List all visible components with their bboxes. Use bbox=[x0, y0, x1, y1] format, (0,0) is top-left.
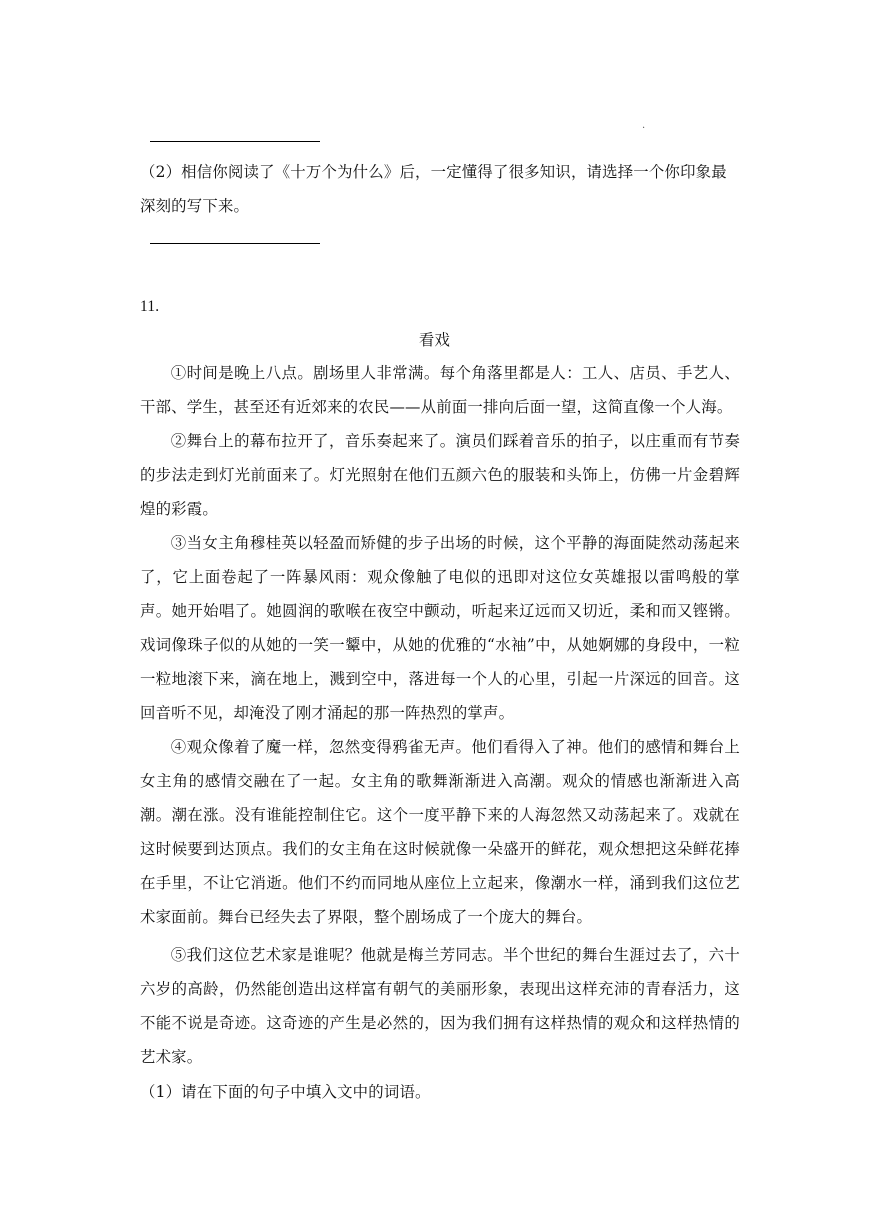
question-11-part-1: （1）请在下面的句子中填入文中的词语。 bbox=[140, 1083, 431, 1101]
passage-title: 看戏 bbox=[418, 331, 451, 349]
passage-paragraph-5: ⑤我们这位艺术家是谁呢？他就是梅兰芳同志。半个世纪的舞台生涯过去了，六十六岁的高龄，仍然能创造出这样富有朝气的美丽形象，表现出这样充沛的青春活力，这不能不说是奇迹。这奇迹的产生是必然的，因为我们拥有这样热情的观众和这样热情的艺术家。 bbox=[140, 946, 740, 1066]
question-11-number: 11. bbox=[140, 298, 160, 315]
answer-blank-line[interactable] bbox=[150, 141, 320, 142]
passage-paragraph-4: ④观众像着了魔一样，忽然变得鸦雀无声。他们看得入了神。他们的感情和舞台上女主角的感情交融在了一起。女主角的歌舞渐渐进入高潮。观众的情感也渐渐进入高潮。潮在涨。没有谁能控制住它。这个一度平静下来的人海忽然又动荡起来了。戏就在这时候要到达顶点。我们的女主角在这时候就像一朵盛开的鲜花，观众想把这朵鲜花捧在手里，不让它消逝。他们不约而同地从座位上立起来，像潮水一样，涌到我们这位艺术家面前。舞台已经失去了界限，整个剧场成了一个庞大的舞台。 bbox=[140, 738, 740, 926]
passage-paragraph-2: ②舞台上的幕布拉开了，音乐奏起来了。演员们踩着音乐的拍子，以庄重而有节奏的步法走到灯光前面来了。灯光照射在他们五颜六色的服装和头饰上，仿佛一片金碧辉煌的彩霞。 bbox=[140, 432, 740, 518]
passage-paragraph-3: ③当女主角穆桂英以轻盈而矫健的步子出场的时候，这个平静的海面陡然动荡起来了，它上面卷起了一阵暴风雨：观众像触了电似的迅即对这位女英雄报以雷鸣般的掌声。她开始唱了。她圆润的歌喉在夜空中颤动，听起来辽远而又切近，柔和而又铿锵。戏词像珠子似的从她的一笑一颦中，从她的优雅的“水袖”中，从她婀娜的身段中，一粒一粒地滚下来，滴在地上，溅到空中，落进每一个人的心里，引起一片深远的回音。这回音听不见，却淹没了刚才涌起的那一阵热烈的掌声。 bbox=[140, 534, 740, 722]
question-10-part-2: （2）相信你阅读了《十万个为什么》后，一定懂得了很多知识，请选择一个你印象最深刻的写下来。 bbox=[140, 163, 727, 215]
answer-blank-line[interactable] bbox=[150, 243, 320, 244]
page-marker-dot: . bbox=[642, 120, 646, 131]
passage-paragraph-1: ①时间是晚上八点。剧场里人非常满。每个角落里都是人：工人、店员、手艺人、干部、学生，甚至还有近郊来的农民——从前面一排向后面一望，这简直像一个人海。 bbox=[140, 364, 740, 416]
